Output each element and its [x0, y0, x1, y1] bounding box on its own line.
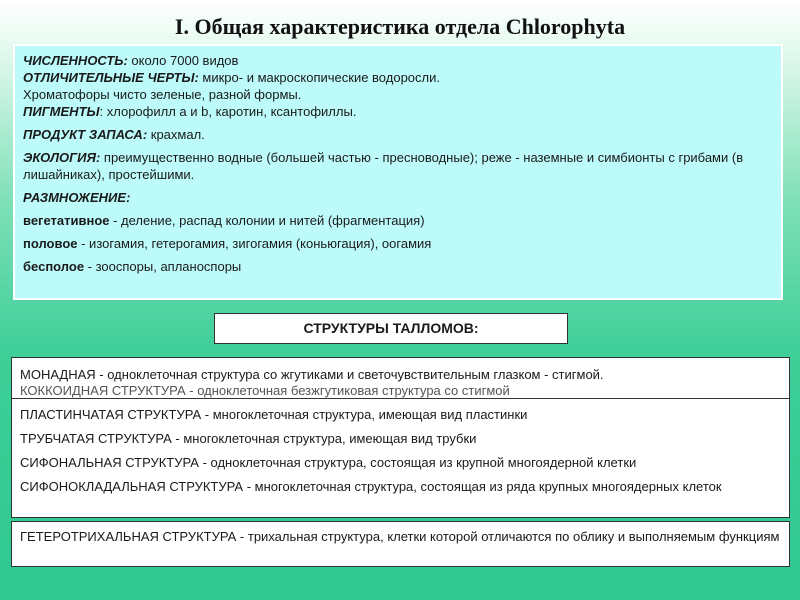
characteristics-box — [13, 44, 783, 300]
vegetative-row — [23, 212, 773, 229]
tubular-structure-text: ТРУБЧАТАЯ СТРУКТУРА - многоклеточная структура, имеющая вид трубки — [20, 431, 477, 446]
sexual-label: половое — [23, 236, 78, 251]
siphonocladal-structure-text: СИФОНОКЛАДАЛЬНАЯ СТРУКТУРА - многоклеточная структура, состоящая из ряда крупных многоядерных клеток — [20, 479, 722, 494]
features-row — [23, 69, 773, 86]
page-title: I. Общая характеристика отдела Chlorophyta — [174, 14, 626, 39]
reproduction-row — [23, 189, 773, 206]
storage-value: крахмал. — [147, 127, 205, 142]
heterotrichal-structure-box — [11, 521, 790, 567]
count-label: ЧИСЛЕННОСТЬ: — [23, 53, 128, 68]
ecology-row — [23, 149, 773, 183]
structures-header: СТРУКТУРЫ ТАЛЛОМОВ: — [214, 313, 568, 344]
pigments-label: ПИГМЕНТЫ — [23, 104, 100, 119]
siphonal-structure-text: СИФОНАЛЬНАЯ СТРУКТУРА - одноклеточная структура, состоящая из крупной многоядерной клетки — [20, 455, 637, 470]
sexual-row — [23, 235, 773, 252]
storage-row — [23, 126, 773, 143]
sexual-value: - изогамия, гетерогамия, зигогамия (коньюгация), оогамия — [77, 236, 432, 251]
lamellar-structure-text: ПЛАСТИНЧАТАЯ СТРУКТУРА - многоклеточная структура, имеющая вид пластинки — [20, 407, 528, 422]
asexual-row — [23, 258, 773, 275]
monadic-structure-box — [11, 357, 790, 401]
multicellular-structures-box — [11, 398, 790, 518]
monadic-structure-text: МОНАДНАЯ - одноклеточная структура со жгутиками и светочувствительным глазком - стигмой. — [20, 367, 604, 382]
count-row — [23, 52, 773, 69]
chromatophores-row: Хроматофоры чисто зеленые, разной формы. — [23, 87, 302, 102]
asexual-label: бесполое — [23, 259, 85, 274]
ecology-value: преимущественно водные (большей частью - пресноводные); реже - наземные и симбионты с грибами (в лишайниках), простейшими. — [23, 150, 744, 182]
vegetative-label: вегетативное — [23, 213, 110, 228]
heterotrichal-structure-text: ГЕТЕРОТРИХАЛЬНАЯ СТРУКТУРА - трихальная структура, клетки которой отличаются по облику и выполняемым функциям — [20, 529, 780, 544]
asexual-value: - зооспоры, апланоспоры — [84, 259, 242, 274]
pigments-row — [23, 103, 773, 120]
coccoid-structure-text: КОККОИДНАЯ СТРУКТУРА - одноклеточная безжгутиковая структура со стигмой — [20, 383, 510, 398]
features-value: микро- и макроскопические водоросли. — [198, 70, 440, 85]
pigments-value: : хлорофилл a и b, каротин, ксантофиллы. — [99, 104, 357, 119]
vegetative-value: - деление, распад колонии и нитей (фрагментация) — [109, 213, 425, 228]
count-value: около 7000 видов — [127, 53, 239, 68]
reproduction-label: РАЗМНОЖЕНИЕ: — [23, 190, 131, 205]
ecology-label: ЭКОЛОГИЯ: — [23, 150, 101, 165]
features-label: ОТЛИЧИТЕЛЬНЫЕ ЧЕРТЫ: — [23, 70, 199, 85]
storage-label: ПРОДУКТ ЗАПАСА: — [23, 127, 148, 142]
